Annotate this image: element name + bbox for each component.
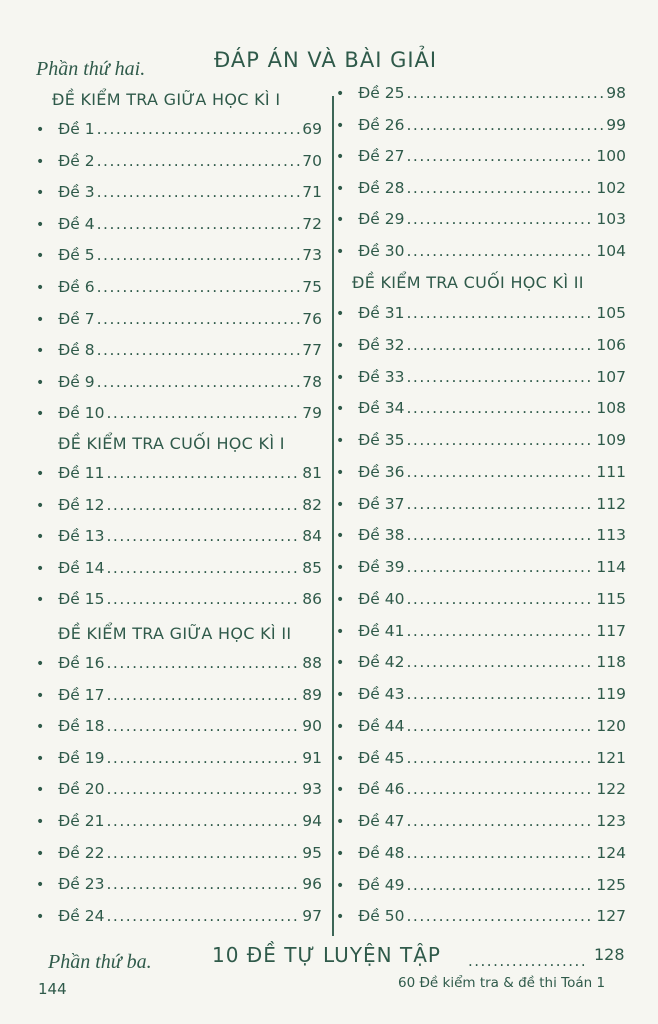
entry-page-number: 79 bbox=[302, 404, 322, 423]
toc-entry bbox=[336, 622, 626, 646]
bullet-icon: • bbox=[336, 244, 345, 260]
toc-entry bbox=[336, 304, 626, 328]
entry-page-number: 107 bbox=[596, 367, 626, 386]
entry-label: Đề 22 bbox=[58, 843, 105, 862]
entry-label: Đề 5 bbox=[58, 246, 95, 265]
part-three-title: 10 ĐỀ TỰ LUYỆN TẬP bbox=[212, 943, 441, 967]
leader-dots bbox=[406, 526, 594, 544]
leader-dots bbox=[106, 464, 300, 482]
entry-page-number: 94 bbox=[302, 812, 322, 830]
entry-page-number: 75 bbox=[302, 278, 322, 296]
leader-dots bbox=[406, 210, 594, 228]
entry-label: Đề 13 bbox=[58, 527, 105, 546]
entry-page-number: 108 bbox=[596, 399, 626, 418]
toc-entry bbox=[36, 686, 322, 710]
toc-entry bbox=[336, 431, 626, 455]
toc-entry bbox=[36, 780, 322, 804]
entry-label: Đề 32 bbox=[358, 335, 405, 354]
entry-page-number: 117 bbox=[596, 621, 626, 640]
bullet-icon: • bbox=[36, 248, 45, 265]
leader-dots bbox=[97, 278, 301, 296]
leader-dots bbox=[406, 399, 594, 417]
toc-entry bbox=[336, 210, 626, 234]
leader-dots bbox=[97, 215, 301, 233]
entry-label: Đề 18 bbox=[58, 717, 105, 736]
toc-entry bbox=[336, 399, 626, 423]
bullet-icon: • bbox=[336, 845, 345, 862]
bullet-icon: • bbox=[336, 212, 345, 229]
toc-entry bbox=[336, 242, 626, 266]
leader-dots bbox=[406, 336, 594, 354]
leader-dots bbox=[406, 685, 594, 703]
bullet-icon: • bbox=[36, 908, 45, 925]
section-heading: ĐỀ KIỂM TRA CUỐI HỌC KÌ I bbox=[58, 434, 285, 453]
toc-entry bbox=[36, 844, 322, 868]
toc-entry bbox=[336, 653, 626, 677]
entry-page-number: 124 bbox=[596, 843, 626, 862]
entry-label: Đề 50 bbox=[358, 907, 405, 926]
entry-label: Đề 33 bbox=[358, 367, 405, 386]
toc-entry bbox=[36, 278, 322, 302]
entry-page-number: 76 bbox=[302, 309, 322, 328]
entry-page-number: 71 bbox=[302, 183, 322, 202]
entry-label: Đề 11 bbox=[58, 464, 105, 482]
toc-entry bbox=[336, 336, 626, 360]
leader-dots bbox=[106, 590, 300, 608]
entry-page-number: 97 bbox=[302, 906, 322, 925]
toc-entry bbox=[336, 876, 626, 900]
entry-page-number: 78 bbox=[302, 372, 322, 391]
entry-label: Đề 24 bbox=[58, 906, 105, 925]
entry-label: Đề 49 bbox=[358, 875, 405, 894]
toc-entry bbox=[36, 717, 322, 741]
entry-page-number: 96 bbox=[302, 875, 322, 894]
bullet-icon: • bbox=[336, 560, 345, 576]
entry-label: Đề 6 bbox=[58, 278, 95, 296]
bullet-icon: • bbox=[336, 496, 345, 513]
entry-label: Đề 16 bbox=[58, 654, 105, 672]
toc-entry bbox=[36, 341, 322, 365]
entry-label: Đề 1 bbox=[58, 120, 95, 138]
leader-dots bbox=[406, 844, 594, 862]
leader-dots bbox=[106, 527, 300, 545]
entry-page-number: 95 bbox=[302, 843, 322, 862]
leader-dots bbox=[97, 152, 301, 170]
toc-entry bbox=[36, 183, 322, 207]
part-three-page: 128 bbox=[594, 945, 625, 964]
toc-entry bbox=[336, 590, 626, 614]
toc-entry bbox=[36, 907, 322, 931]
leader-dots bbox=[406, 558, 594, 576]
bullet-icon: • bbox=[36, 466, 45, 482]
toc-entry bbox=[336, 84, 626, 108]
leader-dots bbox=[106, 749, 300, 767]
entry-label: Đề 20 bbox=[58, 780, 105, 799]
bullet-icon: • bbox=[336, 591, 345, 608]
leader-dots bbox=[406, 463, 594, 481]
entry-label: Đề 48 bbox=[358, 843, 405, 862]
entry-label: Đề 38 bbox=[358, 526, 405, 545]
bullet-icon: • bbox=[336, 306, 345, 322]
entry-page-number: 103 bbox=[596, 210, 626, 229]
bullet-icon: • bbox=[36, 216, 45, 233]
leader-dots bbox=[406, 116, 604, 134]
toc-entry bbox=[336, 116, 626, 140]
bullet-icon: • bbox=[336, 655, 345, 672]
toc-entry bbox=[36, 812, 322, 836]
entry-page-number: 90 bbox=[302, 717, 322, 736]
entry-page-number: 89 bbox=[302, 685, 322, 704]
bullet-icon: • bbox=[36, 311, 45, 328]
entry-label: Đề 23 bbox=[58, 875, 105, 894]
toc-entry bbox=[36, 749, 322, 773]
entry-page-number: 123 bbox=[596, 812, 626, 830]
entry-page-number: 91 bbox=[302, 748, 322, 767]
entry-page-number: 115 bbox=[596, 589, 626, 608]
entry-label: Đề 9 bbox=[58, 372, 95, 391]
toc-entry bbox=[336, 558, 626, 582]
entry-page-number: 93 bbox=[302, 780, 322, 799]
bullet-icon: • bbox=[336, 750, 345, 767]
bullet-icon: • bbox=[336, 718, 345, 735]
entry-label: Đề 44 bbox=[358, 716, 405, 735]
entry-label: Đề 3 bbox=[58, 183, 95, 202]
toc-entry bbox=[36, 215, 322, 239]
leader-dots bbox=[106, 559, 300, 577]
entry-label: Đề 30 bbox=[358, 242, 405, 260]
entry-page-number: 112 bbox=[596, 494, 626, 513]
part-three-label: Phần thứ ba. bbox=[48, 951, 152, 973]
leader-dots bbox=[406, 653, 594, 671]
entry-label: Đề 34 bbox=[358, 399, 405, 418]
leader-dots bbox=[406, 147, 594, 165]
bullet-icon: • bbox=[336, 337, 345, 354]
leader-dots bbox=[406, 495, 594, 513]
leader-dots bbox=[97, 341, 301, 359]
toc-entry bbox=[36, 496, 322, 520]
toc-entry bbox=[336, 179, 626, 203]
bullet-icon: • bbox=[336, 528, 345, 545]
toc-entry bbox=[336, 844, 626, 868]
toc-entry bbox=[36, 246, 322, 270]
leader-dots bbox=[406, 907, 594, 925]
bullet-icon: • bbox=[336, 433, 345, 449]
leader-dots bbox=[406, 368, 594, 386]
toc-entry bbox=[36, 654, 322, 678]
bullet-icon: • bbox=[336, 369, 345, 386]
leader-dots bbox=[406, 590, 594, 608]
entry-page-number: 82 bbox=[302, 495, 322, 514]
leader-dots bbox=[106, 496, 300, 514]
part-three-leader-dots bbox=[468, 952, 588, 972]
toc-entry bbox=[36, 527, 322, 551]
bullet-icon: • bbox=[336, 814, 345, 830]
entry-page-number: 72 bbox=[302, 214, 322, 233]
entry-label: Đề 39 bbox=[358, 558, 405, 576]
bullet-icon: • bbox=[36, 497, 45, 514]
entry-page-number: 118 bbox=[596, 653, 626, 672]
leader-dots bbox=[406, 431, 594, 449]
bullet-icon: • bbox=[36, 592, 45, 609]
entry-page-number: 77 bbox=[302, 341, 322, 360]
entry-page-number: 84 bbox=[302, 527, 322, 546]
bullet-icon: • bbox=[336, 86, 345, 102]
bullet-icon: • bbox=[336, 117, 345, 134]
entry-page-number: 114 bbox=[596, 558, 626, 576]
entry-label: Đề 21 bbox=[58, 812, 105, 830]
toc-entry bbox=[36, 404, 322, 428]
entry-label: Đề 41 bbox=[358, 621, 405, 640]
toc-entry bbox=[336, 780, 626, 804]
section-heading: ĐỀ KIỂM TRA GIỮA HỌC KÌ II bbox=[58, 624, 292, 643]
bullet-icon: • bbox=[36, 374, 45, 391]
leader-dots bbox=[97, 373, 301, 391]
entry-page-number: 102 bbox=[596, 178, 626, 197]
toc-entry bbox=[336, 368, 626, 392]
entry-page-number: 88 bbox=[302, 654, 322, 672]
entry-page-number: 104 bbox=[596, 242, 626, 260]
bullet-icon: • bbox=[36, 153, 45, 170]
section-heading: ĐỀ KIỂM TRA GIỮA HỌC KÌ I bbox=[52, 90, 281, 109]
leader-dots bbox=[406, 876, 594, 894]
bullet-icon: • bbox=[336, 623, 345, 640]
entry-page-number: 100 bbox=[596, 147, 626, 166]
entry-label: Đề 45 bbox=[358, 748, 405, 767]
leader-dots bbox=[106, 812, 300, 830]
bullet-icon: • bbox=[336, 180, 345, 197]
leader-dots bbox=[97, 310, 301, 328]
toc-entry bbox=[336, 495, 626, 519]
entry-page-number: 70 bbox=[302, 151, 322, 170]
leader-dots bbox=[106, 717, 300, 735]
leader-dots bbox=[106, 686, 300, 704]
bullet-icon: • bbox=[336, 149, 345, 166]
leader-dots bbox=[97, 120, 301, 138]
entry-label: Đề 29 bbox=[358, 210, 405, 229]
toc-entry bbox=[36, 464, 322, 488]
toc-entry bbox=[36, 590, 322, 614]
toc-entry bbox=[336, 907, 626, 931]
bullet-icon: • bbox=[336, 464, 345, 481]
entry-label: Đề 12 bbox=[58, 495, 105, 514]
bullet-icon: • bbox=[36, 845, 45, 862]
entry-label: Đề 15 bbox=[58, 590, 105, 609]
bullet-icon: • bbox=[36, 529, 45, 546]
entry-label: Đề 10 bbox=[58, 404, 105, 423]
entry-label: Đề 2 bbox=[58, 151, 95, 170]
bullet-icon: • bbox=[36, 814, 45, 830]
column-divider bbox=[332, 96, 334, 936]
entry-label: Đề 26 bbox=[358, 115, 405, 134]
toc-entry bbox=[36, 310, 322, 334]
leader-dots bbox=[406, 179, 594, 197]
leader-dots bbox=[97, 183, 301, 201]
entry-page-number: 127 bbox=[596, 907, 626, 926]
entry-label: Đề 8 bbox=[58, 341, 95, 360]
entry-label: Đề 47 bbox=[358, 812, 405, 830]
leader-dots bbox=[97, 246, 301, 264]
part-two-title: ĐÁP ÁN VÀ BÀI GIẢI bbox=[214, 48, 438, 72]
leader-dots bbox=[406, 304, 594, 322]
entry-page-number: 106 bbox=[596, 335, 626, 354]
entry-label: Đề 42 bbox=[358, 653, 405, 672]
toc-entry bbox=[36, 152, 322, 176]
toc-entry bbox=[36, 120, 322, 144]
entry-label: Đề 17 bbox=[58, 685, 105, 704]
leader-dots bbox=[406, 717, 594, 735]
leader-dots bbox=[406, 780, 594, 798]
leader-dots bbox=[406, 749, 594, 767]
bullet-icon: • bbox=[36, 719, 45, 736]
leader-dots bbox=[106, 780, 300, 798]
bullet-icon: • bbox=[36, 185, 45, 202]
toc-entry bbox=[336, 717, 626, 741]
entry-label: Đề 46 bbox=[358, 780, 405, 799]
leader-dots bbox=[106, 907, 300, 925]
bullet-icon: • bbox=[336, 909, 345, 926]
bullet-icon: • bbox=[36, 560, 45, 577]
book-title: 60 Đề kiểm tra & đề thi Toán 1 bbox=[398, 975, 606, 991]
bullet-icon: • bbox=[336, 687, 345, 703]
entry-label: Đề 31 bbox=[358, 304, 405, 322]
bullet-icon: • bbox=[336, 782, 345, 799]
entry-page-number: 73 bbox=[302, 246, 322, 265]
leader-dots bbox=[106, 844, 300, 862]
part-two-label: Phần thứ hai. bbox=[36, 58, 146, 80]
toc-entry bbox=[336, 463, 626, 487]
toc-entry bbox=[336, 526, 626, 550]
entry-page-number: 120 bbox=[596, 716, 626, 735]
section-heading: ĐỀ KIỂM TRA CUỐI HỌC KÌ II bbox=[352, 273, 584, 292]
entry-label: Đề 14 bbox=[58, 558, 105, 577]
entry-page-number: 105 bbox=[596, 304, 626, 322]
entry-label: Đề 43 bbox=[358, 685, 405, 703]
entry-label: Đề 37 bbox=[358, 494, 405, 513]
entry-page-number: 113 bbox=[596, 526, 626, 545]
entry-page-number: 86 bbox=[302, 590, 322, 609]
entry-page-number: 99 bbox=[606, 115, 626, 134]
entry-label: Đề 36 bbox=[358, 462, 405, 481]
bullet-icon: • bbox=[36, 343, 45, 360]
entry-label: Đề 27 bbox=[358, 147, 405, 166]
leader-dots bbox=[106, 654, 300, 672]
bullet-icon: • bbox=[36, 122, 45, 138]
leader-dots bbox=[406, 812, 594, 830]
bullet-icon: • bbox=[36, 280, 45, 296]
page-number: 144 bbox=[38, 980, 67, 998]
leader-dots bbox=[106, 875, 300, 893]
leader-dots bbox=[406, 84, 604, 102]
toc-entry bbox=[336, 749, 626, 773]
bullet-icon: • bbox=[36, 877, 45, 894]
bullet-icon: • bbox=[36, 656, 45, 672]
bullet-icon: • bbox=[336, 401, 345, 418]
entry-page-number: 125 bbox=[596, 875, 626, 894]
toc-entry bbox=[36, 559, 322, 583]
toc-entry bbox=[336, 147, 626, 171]
toc-entry bbox=[36, 373, 322, 397]
bullet-icon: • bbox=[336, 877, 345, 894]
entry-label: Đề 4 bbox=[58, 214, 95, 233]
bullet-icon: • bbox=[36, 687, 45, 704]
entry-page-number: 81 bbox=[302, 464, 322, 482]
entry-page-number: 122 bbox=[596, 780, 626, 799]
entry-page-number: 98 bbox=[606, 84, 626, 102]
entry-page-number: 85 bbox=[302, 558, 322, 577]
toc-entry bbox=[336, 685, 626, 709]
bullet-icon: • bbox=[36, 750, 45, 767]
entry-label: Đề 7 bbox=[58, 309, 95, 328]
leader-dots bbox=[406, 242, 594, 260]
bullet-icon: • bbox=[36, 782, 45, 799]
toc-entry bbox=[36, 875, 322, 899]
entry-page-number: 121 bbox=[596, 748, 626, 767]
leader-dots bbox=[406, 622, 594, 640]
entry-label: Đề 19 bbox=[58, 748, 105, 767]
bullet-icon: • bbox=[36, 406, 45, 423]
entry-page-number: 109 bbox=[596, 431, 626, 449]
entry-label: Đề 40 bbox=[358, 589, 405, 608]
entry-label: Đề 25 bbox=[358, 84, 405, 102]
entry-label: Đề 35 bbox=[358, 431, 405, 449]
entry-page-number: 69 bbox=[302, 120, 322, 138]
entry-label: Đề 28 bbox=[358, 178, 405, 197]
toc-entry bbox=[336, 812, 626, 836]
leader-dots bbox=[106, 404, 300, 422]
entry-page-number: 111 bbox=[596, 462, 626, 481]
entry-page-number: 119 bbox=[596, 685, 626, 703]
